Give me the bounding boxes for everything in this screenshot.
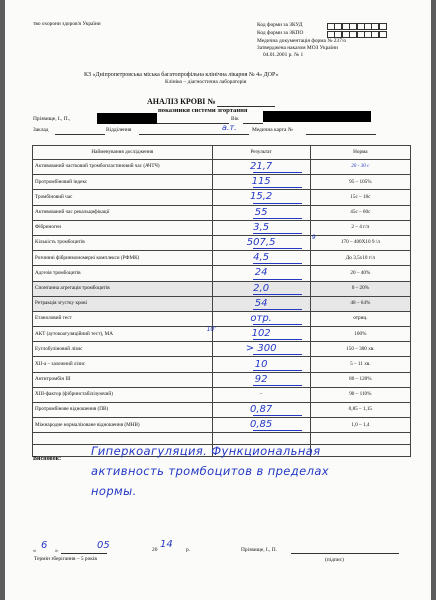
table-row <box>33 418 411 433</box>
table-row <box>33 311 411 326</box>
patient-name-line <box>157 123 229 124</box>
result-underline <box>253 339 302 340</box>
result-value: 15,2 <box>249 191 273 203</box>
table-row <box>33 403 411 418</box>
result-value: 2,0 <box>253 282 270 294</box>
test-name-cell: Активований час рекальцифікації <box>33 205 213 220</box>
result-value: 21,7 <box>249 161 273 173</box>
table-row <box>33 357 411 372</box>
date-year-prefix: 20 <box>152 547 158 553</box>
result-underline <box>253 294 302 295</box>
table-row <box>33 190 411 205</box>
result-value: 507,5 <box>246 237 276 249</box>
test-name-cell: Активований частковий тромбопластиновий час (АЧТЧ) <box>33 160 213 175</box>
test-name-cell: Спонтанна агрегація тромбоцитів <box>33 281 213 296</box>
test-name-cell: ХІІ-а – залежний лізис <box>33 357 213 372</box>
result-value: 115 <box>251 176 271 188</box>
result-value: 10 <box>254 358 268 370</box>
result-underline <box>253 263 302 264</box>
result-cell <box>212 266 310 281</box>
table-header-row <box>33 146 411 160</box>
card-label: Медична карта № <box>252 127 293 133</box>
header-norm: Норма <box>310 146 410 160</box>
result-cell <box>212 160 310 175</box>
norm-cell: 80 – 120% <box>310 372 410 387</box>
norm-cell: 20 - 30 с <box>310 160 410 175</box>
norm-cell: 95 – 105% <box>310 175 410 190</box>
redaction-box <box>263 111 371 122</box>
test-name-cell: Етаноловий тест <box>33 311 213 326</box>
analysis-subtitle: показники системи згортання <box>158 107 248 114</box>
result-cell <box>212 311 310 326</box>
table-row <box>33 296 411 311</box>
date-close-quote: » <box>55 548 58 554</box>
result-cell <box>212 387 310 402</box>
result-cell <box>212 281 310 296</box>
result-underline <box>253 233 302 234</box>
signature-line <box>291 553 399 554</box>
date-open-quote: « <box>33 548 36 554</box>
storage-term: Термін зберігання – 5 років <box>34 556 97 562</box>
test-name-cell: Кількість тромбоцитів <box>33 235 213 250</box>
result-cell <box>212 342 310 357</box>
table-row <box>33 387 411 402</box>
result-cell <box>212 233 316 250</box>
ministry-text: тво охорони здоров'я України <box>33 21 101 27</box>
norm-cell: 20 – 40% <box>310 266 410 281</box>
redaction-box <box>97 113 157 124</box>
test-name-cell: Розчинні фібринмономерні комплекси (РФМК) <box>33 251 213 266</box>
result-value: 0,87 <box>249 404 273 416</box>
result-underline <box>253 279 302 280</box>
result-note: 10' <box>206 326 216 334</box>
test-name-cell: Протромбінове відношення (ПВ) <box>33 403 213 418</box>
conclusion-label: Висновок: <box>33 456 62 462</box>
order-date-text: 04.01.2001 р. № 1 <box>263 52 304 58</box>
result-cell <box>212 357 310 372</box>
form-sheet <box>5 0 431 600</box>
result-underline <box>253 187 302 188</box>
test-name-cell: Фібриноген <box>33 220 213 235</box>
result-underline <box>253 218 302 219</box>
table-row <box>33 175 411 190</box>
result-value: 4,5 <box>253 252 270 264</box>
date-month: 05 <box>97 540 110 551</box>
empty-cell <box>310 445 410 457</box>
result-cell <box>212 418 310 433</box>
analysis-title: АНАЛІЗ КРОВІ № <box>147 97 216 106</box>
date-year: 14 <box>160 539 173 550</box>
norm-cell: До 3,5х10 г/л <box>310 251 410 266</box>
table-row <box>33 342 411 357</box>
age-line <box>243 123 263 124</box>
norm-cell: 48 – 64% <box>310 296 410 311</box>
result-underline <box>253 430 302 431</box>
header-test-name: Найменування дослідження <box>33 146 213 160</box>
patient-name-label: Прізвище, І., П., <box>33 116 71 122</box>
conclusion-line-2: активность тромбоцитов в пределах <box>91 464 330 478</box>
norm-cell: отриц. <box>310 311 410 326</box>
norm-cell: 45с – 60с <box>310 205 410 220</box>
norm-cell: 1,0 – 1,4 <box>310 418 410 433</box>
result-value: – <box>259 391 263 398</box>
test-name-cell: Тромбіновий час <box>33 190 213 205</box>
result-underline <box>253 248 302 249</box>
result-underline <box>253 324 302 325</box>
code-zkud-boxes <box>327 23 386 29</box>
department-value: а.т. <box>222 123 237 132</box>
result-cell <box>212 251 310 266</box>
date-month-line <box>61 553 107 554</box>
hospital-name: КЗ «Дніпропетровська міська багатопрофільна клінічна лікарня № 4» ДОР» <box>84 72 279 78</box>
result-underline <box>253 203 302 204</box>
test-name-cell: АКТ (аутокоагуляційний тест), МА <box>33 327 213 342</box>
approved-text: Затверджена наказом МОЗ України <box>257 45 338 51</box>
table-row <box>33 220 411 235</box>
result-value: > 300 <box>245 343 277 355</box>
norm-cell: 100% <box>310 327 410 342</box>
result-value: 3,5 <box>253 221 270 233</box>
table-row <box>33 205 411 220</box>
result-underline <box>253 415 302 416</box>
result-cell <box>212 220 310 235</box>
department-line <box>139 134 249 135</box>
date-day: 6 <box>41 540 48 551</box>
result-cell <box>212 175 310 190</box>
test-name-cell: Адгезія тромбоцитів <box>33 266 213 281</box>
result-value: 92 <box>254 373 268 385</box>
result-value: 55 <box>254 206 268 218</box>
result-underline <box>253 309 302 310</box>
norm-cell: 0 – 20% <box>310 281 410 296</box>
result-cell <box>212 296 310 311</box>
code-zkpo-label: Код форми за ЗКПО <box>257 30 304 36</box>
norm-cell: 5 – 11 хв. <box>310 357 410 372</box>
lab-name: Клініко – діагностична лабораторія <box>165 79 247 85</box>
result-underline <box>253 354 302 355</box>
result-value: 24 <box>254 267 268 279</box>
test-name-cell: Протромбіновий індекс <box>33 175 213 190</box>
result-value: 0,85 <box>249 419 273 431</box>
result-underline <box>253 385 302 386</box>
card-line <box>306 134 376 135</box>
age-label: Вік <box>231 116 239 122</box>
result-underline <box>253 172 302 173</box>
norm-cell: 150 – 300 хв. <box>310 342 410 357</box>
code-zkud-label: Код форми за ЗКУД <box>257 22 303 28</box>
table-row <box>33 266 411 281</box>
date-year-suffix: р. <box>186 547 191 553</box>
med-doc-text: Медична документація форма № 237/о <box>257 38 347 44</box>
results-table <box>32 145 411 457</box>
norm-cell: 0,85 – 1,15 <box>310 403 410 418</box>
test-name-cell: Еуглобуліновий лізис <box>33 342 213 357</box>
result-cell <box>212 372 310 387</box>
department-label: Відділення <box>106 127 132 133</box>
test-name-cell: Антитромбін ІІІ <box>33 372 213 387</box>
result-note: 9 <box>311 233 316 241</box>
table-row <box>33 372 411 387</box>
result-underline <box>253 370 302 371</box>
result-value: отр. <box>250 312 272 324</box>
table-row <box>33 235 411 250</box>
table-row <box>33 160 411 175</box>
institution-label: Заклад <box>33 127 49 133</box>
conclusion-line-3: нормы. <box>91 484 137 498</box>
table-row <box>33 251 411 266</box>
result-value: 54 <box>254 297 268 309</box>
conclusion-line-1: Гиперкоагуляция. Функциональная <box>91 444 321 458</box>
table-row <box>33 281 411 296</box>
norm-cell: 15с – 18с <box>310 190 410 205</box>
result-cell <box>212 205 310 220</box>
norm-cell: 2 – 4 г/л <box>310 220 410 235</box>
test-name-cell: Ретракція згустку крові <box>33 296 213 311</box>
result-cell <box>212 403 310 418</box>
norm-cell: 170 – 400Х10 9 /л <box>310 235 410 250</box>
norm-cell: 90 – 110% <box>310 387 410 402</box>
empty-cell <box>310 433 410 445</box>
signature-caption: (підпис) <box>325 557 344 563</box>
institution-line <box>55 134 105 135</box>
table-row <box>33 327 411 342</box>
result-cell <box>212 190 310 205</box>
result-cell <box>206 326 310 342</box>
code-zkpo-boxes <box>327 31 386 37</box>
header-result: Результат <box>212 146 310 160</box>
test-name-cell: ХІІІ-фактор (фібринстабілізуючий) <box>33 387 213 402</box>
test-name-cell: Міжнародне нормалізоване відношення (МНВ) <box>33 418 213 433</box>
result-value: 102 <box>251 328 271 340</box>
signature-label: Прізвище, І., П. <box>241 547 277 553</box>
